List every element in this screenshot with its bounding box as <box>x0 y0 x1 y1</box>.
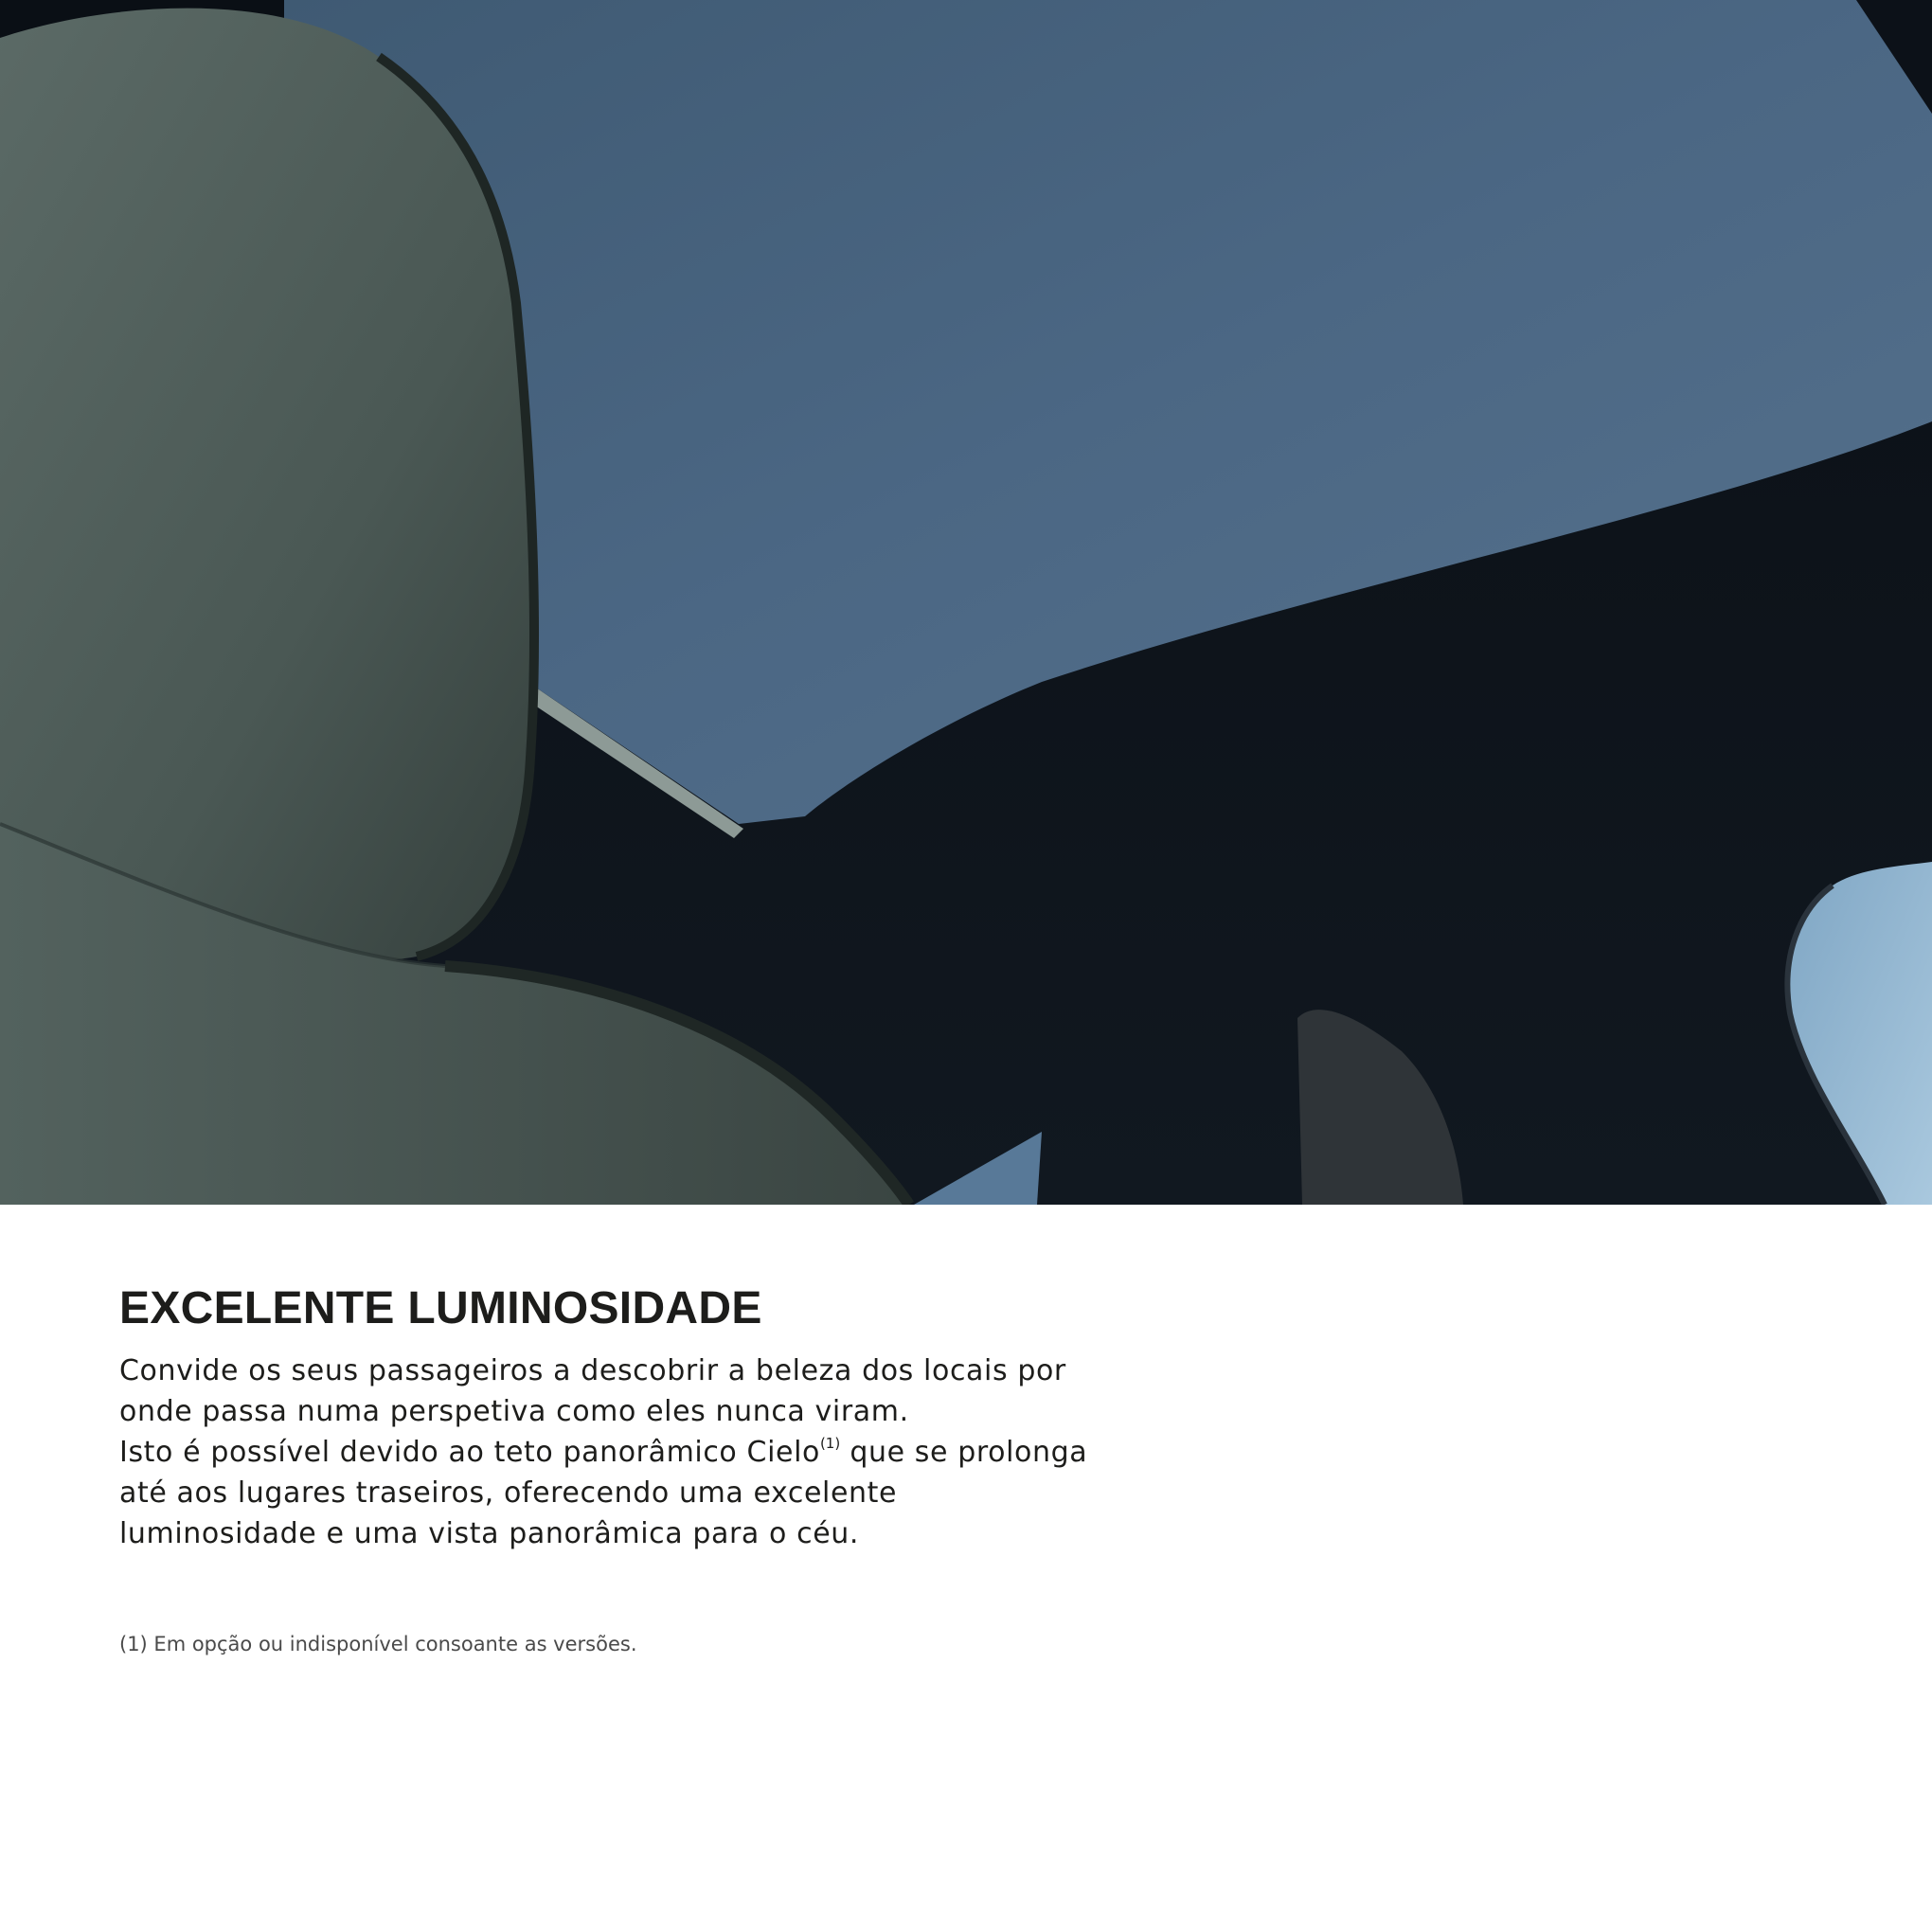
body-line-3-start: Isto é possível devido ao teto panorâmico Cielo <box>119 1436 820 1469</box>
body-line-3 <box>119 1432 1208 1473</box>
body-line-2: onde passa numa perspetiva como eles nunca viram. <box>119 1395 909 1428</box>
footnote-text: (1) Em opção ou indisponível consoante as versões. <box>119 1633 637 1655</box>
section-title: EXCELENTE LUMINOSIDADE <box>119 1283 762 1333</box>
body-line-5: luminosidade e uma vista panorâmica para o céu. <box>119 1517 860 1550</box>
body-line-3-end: que se prolonga <box>840 1436 1088 1469</box>
footnote-marker: (1) <box>819 1435 841 1452</box>
feature-text-block <box>119 1280 1208 1554</box>
front-seat-headrest <box>0 9 534 962</box>
section-body <box>119 1351 1208 1554</box>
body-line-4: até aos lugares traseiros, oferecendo uma excelente <box>119 1476 898 1510</box>
body-line-1: Convide os seus passageiros a descobrir a beleza dos locais por <box>119 1354 1066 1387</box>
